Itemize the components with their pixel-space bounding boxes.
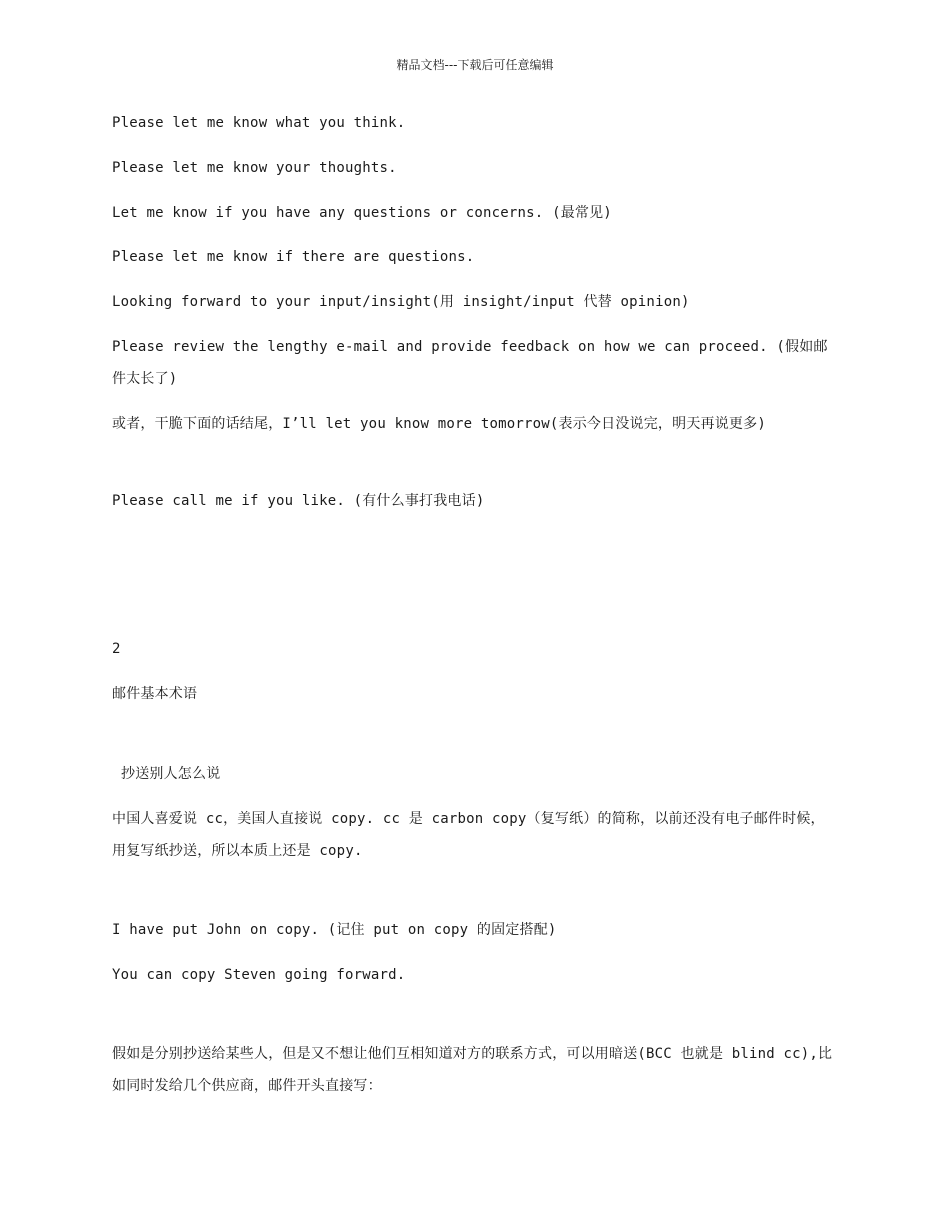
- body-paragraph: 假如是分别抄送给某些人，但是又不想让他们互相知道对方的联系方式，可以用暗送(BCC 也就是 blind cc),比如同时发给几个供应商，邮件开头直接写：: [112, 1046, 833, 1094]
- page-header: 精品文档---下载后可任意编辑: [396, 58, 554, 72]
- body-paragraph: 中国人喜爱说 cc，美国人直接说 copy. cc 是 carbon copy（复写纸）的简称，以前还没有电子邮件时候，用复写纸抄送，所以本质上还是 copy.: [112, 811, 825, 859]
- example-line: I have put John on copy. (记住 put on copy 的固定搭配): [112, 922, 557, 938]
- body-line: Let me know if you have any questions or concerns. (最常见): [112, 205, 612, 221]
- body-line: Please let me know if there are questions.: [112, 249, 475, 265]
- section-subtitle: 抄送别人怎么说: [121, 766, 221, 782]
- body-line: Looking forward to your input/insight(用 insight/input 代替 opinion): [112, 294, 690, 310]
- section-title: 邮件基本术语: [112, 686, 198, 702]
- body-line: 或者，干脆下面的话结尾，I’ll let you know more tomorrow(表示今日没说完，明天再说更多): [112, 416, 766, 432]
- body-line: Please let me know what you think.: [112, 115, 406, 131]
- body-line: Please review the lengthy e-mail and provide feedback on how we can proceed. (假如邮件太长了): [112, 339, 828, 387]
- section-number: 2: [112, 641, 121, 657]
- body-line: Please let me know your thoughts.: [112, 160, 397, 176]
- body-line: Please call me if you like. (有什么事打我电话): [112, 493, 485, 509]
- example-line: You can copy Steven going forward.: [112, 967, 406, 983]
